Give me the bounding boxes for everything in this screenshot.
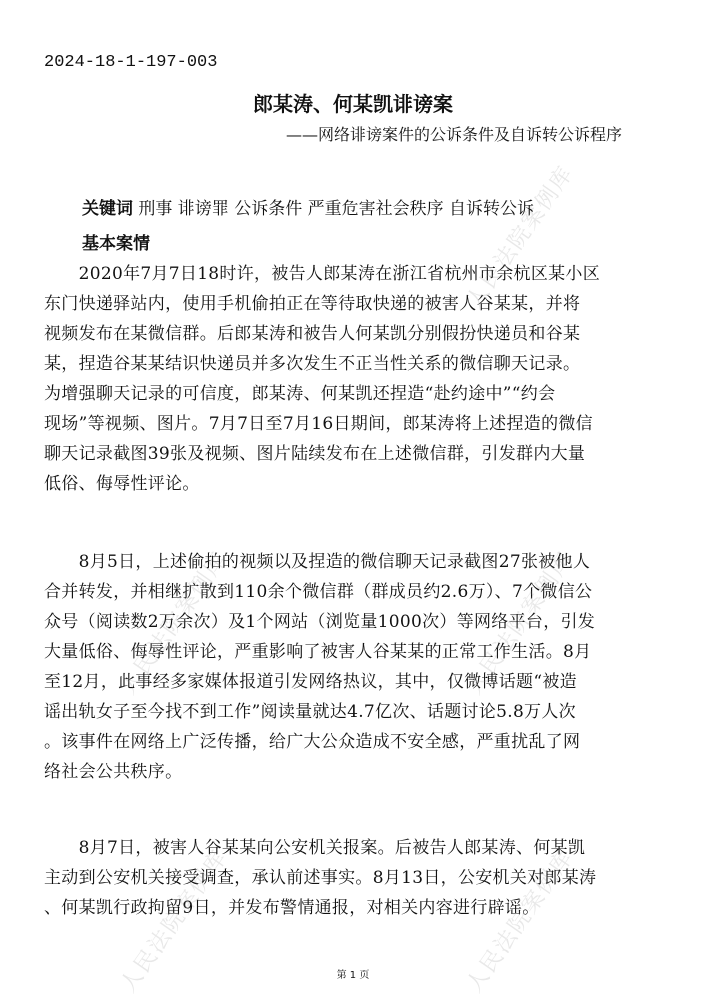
text-line: 合并转发，并相继扩散到110余个微信群（群成员约2.6万）、7个微信公 (44, 582, 593, 602)
text-line: 低俗、侮辱性评论。 (44, 474, 200, 494)
text-line: 8月7日，被害人谷某某向公安机关报案。后被告人郎某涛、何某凯 (44, 838, 586, 858)
watermark: 人民法院案例库 (462, 845, 579, 998)
keywords-line (82, 194, 534, 219)
text-line: 至12月，此事经多家媒体报道引发网络热议，其中，仅微博话题“被造 (44, 672, 577, 692)
text-line: 络社会公共秩序。 (44, 762, 183, 782)
text-line: 2020年7月7日18时许，被告人郎某涛在浙江省杭州市余杭区某小区 (44, 264, 601, 284)
paragraph-1 (44, 259, 668, 499)
text-line: 大量低俗、侮辱性评论，严重影响了被害人谷某某的正常工作生活。8月 (44, 642, 592, 662)
text-line: 谣出轨女子至今找不到工作”阅读量就达4.7亿次、话题讨论5.8万人次 (44, 702, 576, 722)
paragraph-3 (44, 833, 668, 923)
text-line: 8月5日，上述偷拍的视频以及捏造的微信聊天记录截图27张被他人 (44, 552, 591, 572)
text-line: 为增强聊天记录的可信度，郎某涛、何某凯还捏造“赴约途中”“约会 (44, 384, 556, 404)
text-line: 众号（阅读数2万余次）及1个网站（浏览量1000次）等网络平台，引发 (44, 612, 596, 632)
text-line: 视频发布在某微信群。后郎某涛和被告人何某凯分别假扮快递员和谷某 (44, 324, 581, 344)
watermark: 人民法院案例库 (116, 845, 233, 998)
watermark: 人民法院案例库 (462, 547, 579, 700)
text-line: 某，捏造谷某某结识快递员并多次发生不正当性关系的微信聊天记录。 (44, 354, 581, 374)
watermark: 人民法院案例库 (116, 547, 233, 700)
watermark: 人民法院案例库 (462, 161, 579, 314)
text-line: 。该事件在网络上广泛传播，给广大公众造成不安全感，严重扰乱了网 (44, 732, 581, 752)
case-subtitle: ——网络诽谤案件的公诉条件及自诉转公诉程序 (286, 125, 623, 144)
text-line: 东门快递驿站内，使用手机偷拍正在等待取快递的被害人谷某某，并将 (44, 294, 581, 314)
keywords-terms: 刑事 诽谤罪 公诉条件 严重危害社会秩序 自诉转公诉 (138, 199, 535, 219)
case-number: 2024-18-1-197-003 (44, 53, 218, 72)
keywords-label: 关键词 (82, 199, 133, 219)
section-heading-basic-facts: 基本案情 (82, 234, 150, 254)
text-line: 现场”等视频、图片。7月7日至7月16日期间，郎某涛将上述捏造的微信 (44, 414, 593, 434)
case-title: 郎某涛、何某凯诽谤案 (253, 92, 453, 116)
page-number: 第 1 页 (336, 970, 370, 981)
text-line: 聊天记录截图39张及视频、图片陆续发布在上述微信群，引发群内大量 (44, 444, 586, 464)
text-line: 、何某凯行政拘留9日，并发布警情通报，对相关内容进行辟谣。 (44, 898, 540, 918)
text-line: 主动到公安机关接受调查，承认前述事实。8月13日，公安机关对郎某涛 (44, 868, 597, 888)
